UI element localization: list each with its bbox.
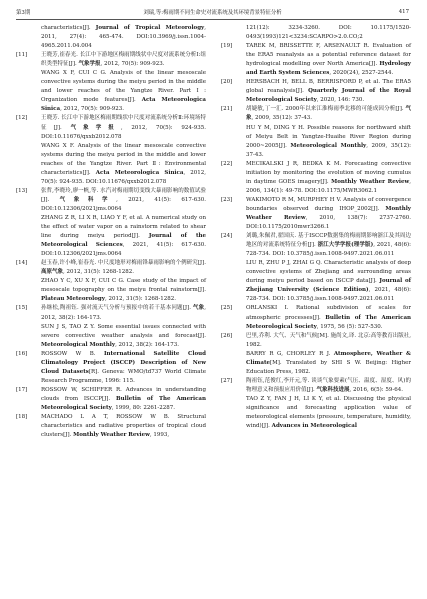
reference-number: [11] <box>16 52 28 59</box>
reference-text: 王晓芳. 长江中下游地区梅雨期线状中尺度对流系统分析Ⅱ:环境场特征[J]. 气象学报, 2012, 70(5): 924-935. DOI:10.11676/qxxb2012.078 <box>41 115 206 140</box>
reference-entry-continuation <box>221 124 411 160</box>
page-number: 417 <box>398 9 409 15</box>
reference-text: 张哲,李晓玲,廖一帆,等. 水汽对梅雨期切变线大暴雨影响的数值试验[J]. 气象科学, 2021, 41(5): 617-630. DOI:10.12306/2021jms.0064 <box>41 187 206 212</box>
reference-entry-continuation <box>16 323 206 350</box>
reference-number: [22] <box>221 160 233 167</box>
reference-number: [16] <box>16 350 28 357</box>
reference-text: SUN J S, TAO Z Y. Some essential issues connected with severe convective weather analysis and forecast[J]. Meteorological Monthly, 2012, 38(2): 164-173. <box>41 323 206 348</box>
reference-number: [25] <box>221 305 233 312</box>
reference-number: [18] <box>16 414 28 421</box>
issue-number: 第3期 <box>16 10 31 16</box>
reference-entry <box>16 350 206 386</box>
running-title: 刘瑞,等:梅雨期不同生命史对流系统及其环境背景特征分析 <box>143 10 282 16</box>
reference-entry <box>221 196 411 232</box>
reference-number: [19] <box>221 43 233 50</box>
reference-entry <box>16 304 206 322</box>
reference-text: WANG X F, CUI C G. Analysis of the linear mesoscale convective systems during the meiyu period in the middle and lower reaches of the Yangtze River. Part I : Organization mode features[J]. Acta Meteorologica Sinica, 2012, 70(5): 909-923. <box>41 70 206 113</box>
reference-entry <box>221 232 411 259</box>
reference-entry <box>16 259 206 277</box>
reference-column-right <box>221 24 411 431</box>
reference-entry-continuation <box>221 395 411 431</box>
reference-text: ZHAO Y C, XU X F, CUI C G. Case study of the impact of mesoscale topography on the meiyu frontal rainstorm[J]. Plateau Meteorology, 2012, 31(5): 1268-1282. <box>41 278 206 303</box>
reference-text: 王晓芳,崔春光. 长江中下游地区梅雨期线状中尺度对流系统分析Ⅰ:组织类型特征[J]. 气象学报, 2012, 70(5): 909-923. <box>41 52 206 68</box>
reference-text: ROSSOW W, SCHIFFER R. Advances in understanding clouds from ISCCP[J]. Bulletin of The American Meteorological Society, 1999, 80: 2261-2287. <box>41 386 206 411</box>
reference-text: BARRY R G, CHORLEY R J. Atmosphere, Weather & Climate[M]. Translated by SHI S W. Beijing: Higher Education Press, 1982. <box>246 350 411 375</box>
reference-entry <box>221 377 411 395</box>
reference-entry <box>221 105 411 123</box>
reference-text: TAO Z Y, FAN J H, LI K Y, et al. Discussing the physical significance and forecasting application value of meteorological elements (pressure, temperature, humidity, wind)[J]. Advances in Meteorological <box>246 395 411 430</box>
reference-entry <box>221 304 411 331</box>
reference-entry-continuation <box>221 24 411 42</box>
reference-entry-continuation <box>16 214 206 259</box>
reference-text: LIU R, ZHU P J, ZHAI G Q. Characteristic analysis of deep convective systems of Zhejiang and surrounding areas during meiyu period based on ISCCP data[J]. Journal of Zhejiang University (Science Edition), 2021, 48(6): 728-734. DOI: 10.3785/j.issn.1008-9497.2021.06.011 <box>246 260 412 303</box>
reference-entry <box>16 51 206 69</box>
reference-text: WANG X F. Analysis of the linear mesoscale convective systems during the meiyu period in the middle and lower reaches of the Yangtze River. Part Ⅱ: Environmental characteristics[J]. Acta Meteorologica Sinica, 2012, 70(5): 924-935. DOI:10.11676/qxxb2012.078 <box>41 142 206 185</box>
reference-number: [14] <box>16 260 28 267</box>
reference-number: [27] <box>221 377 233 384</box>
reference-number: [12] <box>16 115 28 122</box>
reference-text: 胡婕敏,丁一汇. 2000年以来江淮梅雨季北移的可能成因分析[J]. 气象, 2009, 35(12): 37-43. <box>246 106 411 122</box>
reference-entry <box>221 332 411 350</box>
reference-text: WAKIMOTO R M, MURPHEY H V. Analysis of convergence boundaries observed during IHOP_2002[J]. Monthly Weather Review, 2010, 138(7): 2737-2760. DOI:10.1175/2010mwr3266.1 <box>246 196 412 231</box>
reference-text: 陶祖钰,范俊红,李开元,等. 谈谈气象要素(气压、温度、湿度、风)的物理意义和预报应用价值[J]. 气象科技进展, 2016, 6(5): 59-64. <box>246 377 411 393</box>
reference-text: HU Y M, DING Y H. Possible reasons for northward shift of Meiyu Belt in Yangtze-Huaihe River Region during 2000~2005[J]. Meteorological Monthly, 2009, 35(12): 37-43. <box>246 124 411 158</box>
reference-text: 121(12): 3234-3260. DOI: 10.1175/1520-0493(1993)121<3234:SCARPO>2.0.CO;2 <box>246 25 411 41</box>
reference-column-left <box>16 24 206 440</box>
reference-text: HERSBACH H, BELL B, BERRISFORD P, et al. The ERA5 global reanalysis[J]. Quarterly Journal of the Royal Meteorological Society, 2020, 146: 730. <box>246 79 411 104</box>
reference-entry <box>221 78 411 105</box>
reference-entry-continuation <box>16 69 206 114</box>
reference-number: [15] <box>16 305 28 312</box>
reference-text: MACHADO L A T, ROSSOW W B. Structural characteristics and radiative properties of tropical cloud clusters[J]. Monthly Weather Review, 1993, <box>41 414 206 439</box>
reference-number: [21] <box>221 106 233 113</box>
reference-number: [23] <box>221 196 233 203</box>
reference-entry <box>16 386 206 413</box>
reference-text: TAREK M, BRISSETTE F, ARSENAULT R. Evaluation of the ERA5 reanalysis as a potential reference dataset for hydrological modelling over North America[J]. Hydrology and Earth System Sciences, 2020(24), 2527-2544. <box>246 43 411 77</box>
reference-entry <box>221 42 411 78</box>
reference-text: 巴里,乔利. 大气、天气和气候[M]. 施尚文,译. 北京:高等教育出版社, 1982. <box>246 332 412 348</box>
reference-entry-continuation <box>221 350 411 377</box>
reference-entry-continuation <box>16 277 206 304</box>
reference-number: [24] <box>221 233 233 240</box>
reference-entry <box>16 114 206 141</box>
reference-entry-continuation <box>16 24 206 51</box>
reference-text: ZHANG Z R, LI X R, LIAO Y F, et al. A numerical study on the effect of water vapor on a rainstorm related to shear line during meiyu period[J]. Journal of the Meteorological Sciences, 2021, 41(5): 617-630. DOI:10.12306/2021jms.0064 <box>41 214 206 258</box>
reference-text: 赵玉春,许小峰,崔春光. 中尺度地形对梅雨锋暴雨影响的个例研究[J]. 高原气象, 2012, 31(5): 1268-1282. <box>41 260 206 276</box>
reference-number: [20] <box>221 79 233 86</box>
reference-number: [26] <box>221 332 233 339</box>
reference-entry-continuation <box>16 142 206 187</box>
page-header <box>16 6 409 18</box>
reference-entry <box>16 187 206 214</box>
reference-entry <box>16 413 206 440</box>
reference-number: [17] <box>16 386 28 393</box>
reference-text: characteristics[J]. Journal of Tropical Meteorology, 2011, 27(4): 465-474. DOI:10.3969/j.issn.1004-4965.2011.04.004 <box>41 25 206 50</box>
reference-text: 孙继松,陶祖钰. 强对流天气分析与预报中的若干基本问题[J]. 气象, 2012, 38(2): 164-173. <box>41 305 206 321</box>
header-rule <box>16 19 409 20</box>
reference-text: MECIKALSKI J R, BEDKA K M. Forecasting convective initiation by monitoring the evolution of moving cumulus in daytime GOES imagery[J]. Monthly Weather Review, 2006, 134(1): 49-78. DOI:10.1175/MWR3062.1 <box>246 160 411 194</box>
reference-entry <box>221 160 411 196</box>
reference-text: ORLANSKI I. Rational subdivision of scales for atmospheric processes[J]. Bulletin of The American Meteorological Society, 1975, 56 (5): 527-530. <box>246 305 412 330</box>
reference-number: [13] <box>16 187 28 194</box>
reference-entry-continuation <box>221 259 411 304</box>
reference-text: 刘璐,朱佩君,翟国庆. 基于ISCCP数据集的梅雨期影响浙江及其周边地区的对流系统特征分析[J]. 浙江大学学报(理学版), 2021, 48(6): 728-734. DOI: 10.3785/j.issn.1008-9497.2021.06.011 <box>246 233 411 258</box>
reference-text: ROSSOW W B. International Satellite Cloud Climatology Project (ISCCP) Description of New Cloud Datasets[R]. Geneva: WMO/td737 World Climate Research Programme, 1996: 115. <box>41 350 206 384</box>
